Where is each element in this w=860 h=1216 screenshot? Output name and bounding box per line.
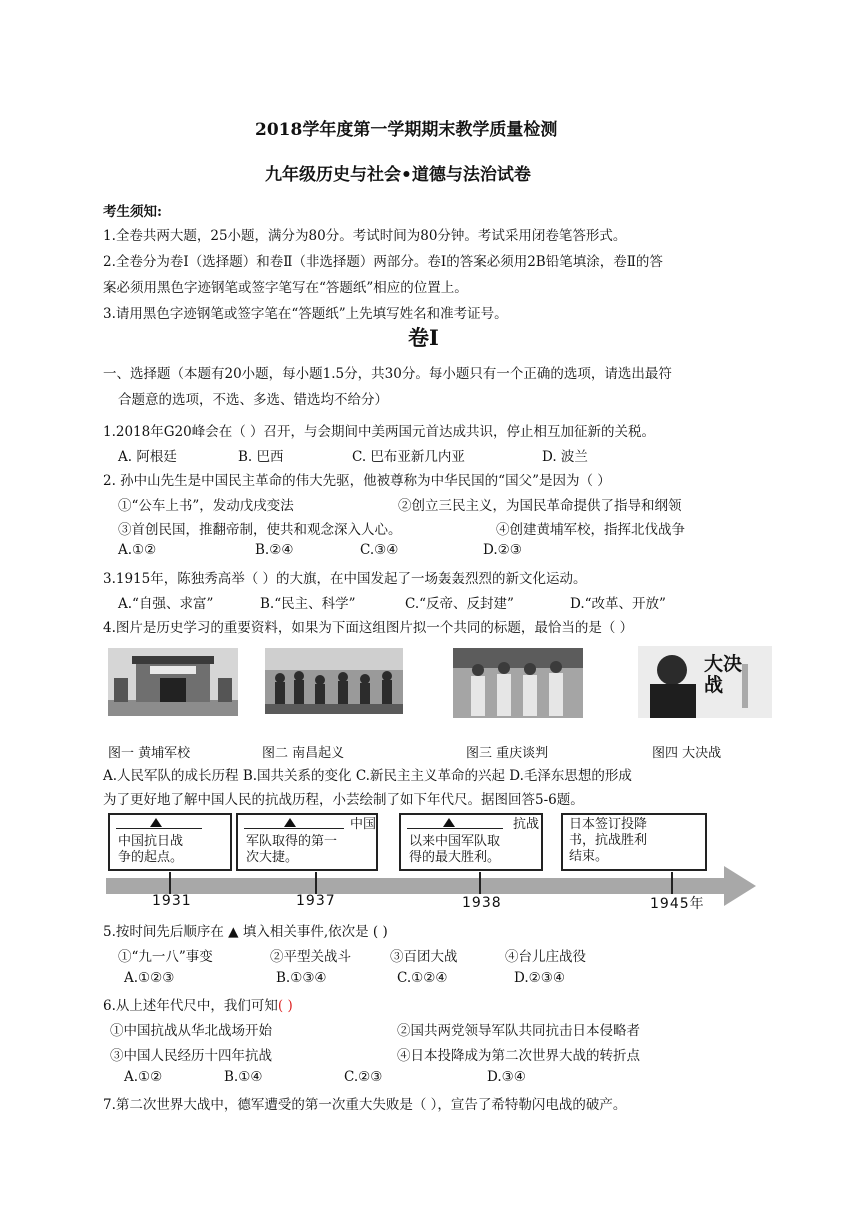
timeline-box-1938-line2: 得的最大胜利。 (409, 850, 501, 865)
q6-statement-4: ④日本投降成为第二次世界大战的转折点 (397, 1048, 640, 1064)
q2-option-b: B.②④ (255, 542, 294, 558)
q5-option-a: A.①②③ (124, 970, 175, 986)
timeline-intro: 为了更好地了解中国人民的抗战历程，小芸绘制了如下年代尺。据图回答5-6题。 (103, 792, 584, 808)
q2-statement-4: ④创建黄埔军校，指挥北伐战争 (496, 522, 685, 538)
q6-option-a: A.①② (124, 1069, 163, 1085)
q1-stem: 1.2018年G20峰会在（ ）召开，与会期间中美两国元首达成共识，停止相互加征新的关税。 (103, 424, 655, 440)
section-label: 卷Ⅰ (408, 325, 439, 350)
timeline-box-1945-line1: 日本签订投降 (569, 817, 648, 832)
q5-stem: 5.按时间先后顺序在 ▲ 填入相关事件,依次是 ( ) (103, 924, 388, 940)
notice-line-1: 1.全卷共两大题，25小题，满分为80分。考试时间为80分钟。考试采用闭卷笔答形式。 (103, 228, 627, 244)
photo-decisive-battle-poster (638, 646, 772, 718)
timeline-box-1937-line1: 军队取得的第一 (246, 834, 338, 849)
q2-stem: 2. 孙中山先生是中国民主革命的伟大先驱，他被尊称为中华民国的“国父”是因为（ ） (103, 473, 611, 489)
q1-option-a: A. 阿根廷 (118, 449, 177, 465)
timeline-box-1938-line1: 以来中国军队取 (409, 834, 501, 849)
timeline-box-1938-head: 抗战 (513, 817, 540, 832)
timeline-box-1937-line2: 次大捷。 (246, 850, 299, 865)
notice-line-3: 案必须用黑色字迹钢笔或签字笔写在“答题纸”相应的位置上。 (103, 280, 468, 296)
blank-marker-icon (150, 818, 162, 827)
caption-fig4: 图四 大决战 (652, 746, 722, 761)
q5-statement-1: ①“九一八”事变 (118, 949, 213, 965)
q5-statement-2: ②平型关战斗 (270, 949, 351, 965)
q6-statement-2: ②国共两党领导军队共同抗击日本侵略者 (397, 1023, 640, 1039)
notice-line-4: 3.请用黑色字迹钢笔或签字笔在“答题纸”上先填写姓名和准考证号。 (103, 306, 508, 322)
q3-option-b: B.“民主、科学” (260, 596, 356, 612)
q5-statement-4: ④台儿庄战役 (505, 949, 586, 965)
section-intro-1: 一、选择题（本题有20小题，每小题1.5分，共30分。每小题只有一个正确的选项，请选出最符 (103, 366, 672, 382)
notice-heading: 考生须知: (103, 204, 162, 220)
q5-statement-3: ③百团大战 (390, 949, 458, 965)
q6-stem-text: 6.从上述年代尺中，我们可知 (103, 998, 278, 1014)
q3-option-d: D.“改革、开放” (570, 596, 666, 612)
caption-fig3: 图三 重庆谈判 (466, 746, 549, 761)
exam-title: 2018学年度第一学期期末教学质量检测 (255, 120, 558, 140)
photo-nanchang-uprising (265, 648, 403, 714)
blank-marker-icon (443, 818, 455, 827)
q4-stem: 4.图片是历史学习的重要资料，如果为下面这组图片拟一个共同的标题，最恰当的是（ ） (103, 620, 634, 636)
photo-chongqing-negotiation (453, 648, 583, 718)
q6-answer-paren: ( ) (277, 998, 293, 1014)
q2-statement-2: ②创立三民主义，为国民革命提供了指导和纲领 (398, 498, 682, 514)
q3-option-c: C.“反帝、反封建” (405, 596, 514, 612)
notice-line-2: 2.全卷分为卷Ⅰ（选择题）和卷Ⅱ（非选择题）两部分。卷Ⅰ的答案必须用2B铅笔填涂，卷Ⅱ的答 (103, 254, 663, 270)
q1-option-b: B. 巴西 (238, 449, 284, 465)
q5-option-d: D.②③④ (514, 970, 565, 986)
caption-fig2: 图二 南昌起义 (262, 746, 345, 761)
timeline-year-1938: 1938 (462, 895, 502, 911)
q1-option-c: C. 巴布亚新几内亚 (352, 449, 465, 465)
q2-option-a: A.①② (118, 542, 157, 558)
blank-marker-icon (284, 818, 296, 827)
q6-statement-1: ①中国抗战从华北战场开始 (110, 1023, 272, 1039)
q6-stem (103, 994, 293, 1014)
exam-subtitle: 九年级历史与社会•道德与法治试卷 (265, 165, 531, 185)
timeline-box-1937-head: 中国 (350, 817, 377, 832)
section-intro-2: 合题意的选项，不选、多选、错选均不给分） (118, 392, 388, 408)
timeline-box-1945-line2: 书，抗战胜利 (569, 833, 648, 848)
timeline-year-1931: 1931 (152, 893, 192, 909)
q6-option-c: C.②③ (344, 1069, 383, 1085)
q2-statement-1: ①“公车上书”，发动戊戌变法 (118, 498, 294, 514)
q3-option-a: A.“自强、求富” (118, 596, 214, 612)
timeline-box-1931-line1: 中国抗日战 (118, 834, 184, 849)
timeline-box-1931-line2: 争的起点。 (118, 850, 184, 865)
poster-title: 大决战 (704, 653, 743, 696)
q5-option-b: B.①③④ (276, 970, 327, 986)
q6-option-d: D.③④ (487, 1069, 526, 1085)
q6-statement-3: ③中国人民经历十四年抗战 (110, 1048, 272, 1064)
timeline-year-1945: 1945年 (650, 896, 705, 912)
q5-option-c: C.①②④ (397, 970, 448, 986)
timeline-box-1945-line3: 结束。 (569, 849, 609, 864)
q2-option-d: D.②③ (483, 542, 522, 558)
caption-fig1: 图一 黄埔军校 (108, 746, 191, 761)
q6-option-b: B.①④ (224, 1069, 263, 1085)
photo-whampoa-academy (108, 648, 238, 716)
q3-stem: 3.1915年，陈独秀高举（ ）的大旗，在中国发起了一场轰轰烈烈的新文化运动。 (103, 571, 587, 587)
q1-option-d: D. 波兰 (542, 449, 588, 465)
q2-statement-3: ③首创民国，推翻帝制，使共和观念深入人心。 (118, 522, 402, 538)
q7-stem: 7.第二次世界大战中，德军遭受的第一次重大失败是（ ），宣告了希特勒闪电战的破产。 (103, 1097, 627, 1113)
timeline-year-1937: 1937 (296, 893, 336, 909)
q4-options: A.人民军队的成长历程 B.国共关系的变化 C.新民主主义革命的兴起 D.毛泽东思想的形成 (103, 768, 632, 784)
q2-option-c: C.③④ (360, 542, 399, 558)
